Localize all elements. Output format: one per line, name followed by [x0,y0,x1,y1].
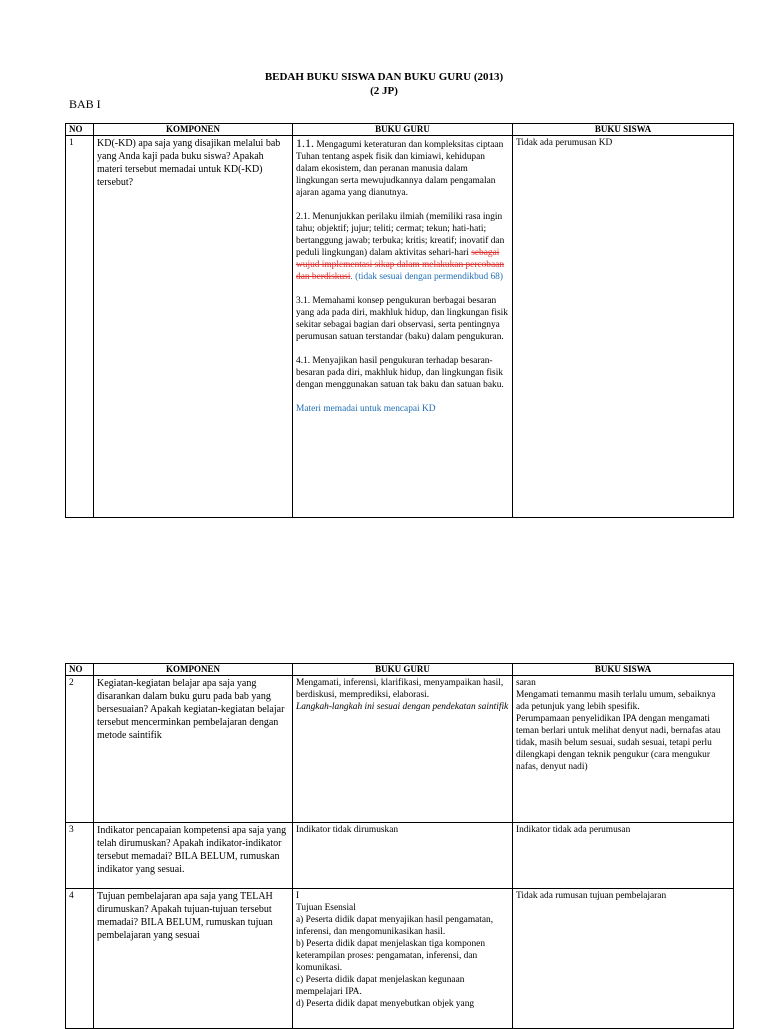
siswa-line: Mengamati temanmu masih terlalu umum, sebaiknya ada petunjuk yang lebih spesifik. [516,690,716,712]
guru-line: d) Peserta didik dapat menyebutkan objek yang [296,999,475,1009]
guru-line: c) Peserta didik dapat menjelaskan kegunaan mempelajari IPA. [296,975,465,997]
header-buku-siswa: BUKU SISWA [513,664,734,676]
kd-text: 2.1. Menunjukkan perilaku ilmiah (memiliki rasa ingin tahu; objektif; jujur; teliti; cermat; tekun; hati-hati; bertanggung jawab; terbuka; kritis; kreatif; inovatif dan peduli lingkungan) dalam aktivitas sehari-hari [296,212,505,258]
kd-text: Mengagumi keteraturan dan kompleksitas ciptaan Tuhan tentang aspek fisik dan kimiawi, kehidupan dalam ekosistem, dan peranan manusia dalam lingkungan serta mewujudkannya dalam pengamalan ajaran agama yang dianutnya. [296,140,504,198]
header-buku-siswa: BUKU SISWA [513,124,734,136]
header-no: NO [66,664,94,676]
chapter-label: BAB I [69,97,101,111]
kd-1-1 [296,137,509,199]
kd-number: 1.1. [296,136,314,150]
buku-siswa-cell: Tidak ada rumusan tujuan pembelajaran [513,889,734,1029]
guru-line: Tujuan Esensial [296,903,356,913]
analysis-table-2 [65,663,734,1029]
buku-guru-cell [293,136,513,518]
table-row [66,889,734,1029]
buku-siswa-cell: Tidak ada perumusan KD [513,136,734,518]
row-number: 1 [66,136,94,518]
header-buku-guru: BUKU GURU [293,124,513,136]
komponen-cell: Tujuan pembelajaran apa saja yang TELAH dirumuskan? Apakah tujuan-tujuan tersebut memadai? BILA BELUM, rumuskan tujuan pembelajaran yang sesuai [94,889,293,1029]
review-note: . (tidak sesuai dengan permendikbud 68) [350,272,503,282]
table-row [66,136,734,518]
row-number: 3 [66,823,94,889]
row-number: 4 [66,889,94,1029]
guru-line: a) Peserta didik dapat menyajikan hasil pengamatan, inferensi, dan mengomunikasikan hasil. [296,915,494,937]
kd-4-1: 4.1. Menyajikan hasil pengukuran terhadap besaran-besaran pada diri, makhluk hidup, dan lingkungan fisik dengan menggunakan satuan tak baku dan satuan baku. [296,356,504,390]
komponen-cell: Kegiatan-kegiatan belajar apa saja yang disarankan dalam buku guru pada bab yang bersesuaian? Apakah kegiatan-kegiatan belajar tersebut mencerminkan pembelajaran dengan metode saintifik [94,676,293,823]
table-header-row [66,664,734,676]
conclusion-note: Materi memadai untuk mencapai KD [296,404,436,414]
komponen-cell: KD(-KD) apa saja yang disajikan melalui bab yang Anda kaji pada buku siswa? Apakah materi tersebut memadai untuk KD(-KD) tersebut? [94,136,293,518]
table-header-row [66,124,734,136]
document-title: BEDAH BUKU SISWA DAN BUKU GURU (2013) [264,71,504,83]
buku-guru-cell [293,676,513,823]
kd-3-1: 3.1. Memahami konsep pengukuran berbagai besaran yang ada pada diri, makhluk hidup, dan lingkungan fisik sekitar sebagai bagian dari observasi, serta pentingnya perumusan satuan terstandar (baku) dalam pengukuran. [296,296,508,342]
analysis-table-1 [65,123,734,518]
header-no: NO [66,124,94,136]
header-komponen: KOMPONEN [94,124,293,136]
komponen-cell: Indikator pencapaian kompetensi apa saja yang telah dirumuskan? Apakah indikator-indikator tersebut memadai? BILA BELUM, rumuskan indikator yang sesuai. [94,823,293,889]
siswa-line: saran [516,678,536,688]
buku-siswa-cell [513,676,734,823]
header-buku-guru: BUKU GURU [293,664,513,676]
guru-text: Mengamati, inferensi, klarifikasi, menyampaikan hasil, berdiskusi, memprediksi, elaborasi. [296,678,504,700]
document-subtitle: (2 JP) [370,85,398,97]
siswa-line: Perumpamaan penyelidikan IPA dengan mengamati teman berlari untuk melihat denyut nadi, bernafas atau tidak, masih belum sesuai, sudah sesuai, tetapi perlu dilengkapi dengan teknik pengukur (cara mengukur nafas, denyut nadi) [516,714,721,772]
struck-text: sebagai wujud implementasi sikap dalam melakukan percobaan dan berdiskusi [296,248,505,282]
guru-line: b) Peserta didik dapat menjelaskan tiga komponen keterampilan proses: pengamatan, inferensi, dan komunikasi. [296,939,486,973]
row-number: 2 [66,676,94,823]
header-komponen: KOMPONEN [94,664,293,676]
buku-siswa-cell: Indikator tidak ada perumusan [513,823,734,889]
buku-guru-cell: Indikator tidak dirumuskan [293,823,513,889]
guru-line: I [296,891,300,901]
table-row [66,823,734,889]
buku-guru-cell [293,889,513,1029]
guru-italic-note: Langkah-langkah ini sesuai dengan pendekatan saintifik [296,702,509,712]
kd-2-1 [296,211,509,283]
table-row [66,676,734,823]
